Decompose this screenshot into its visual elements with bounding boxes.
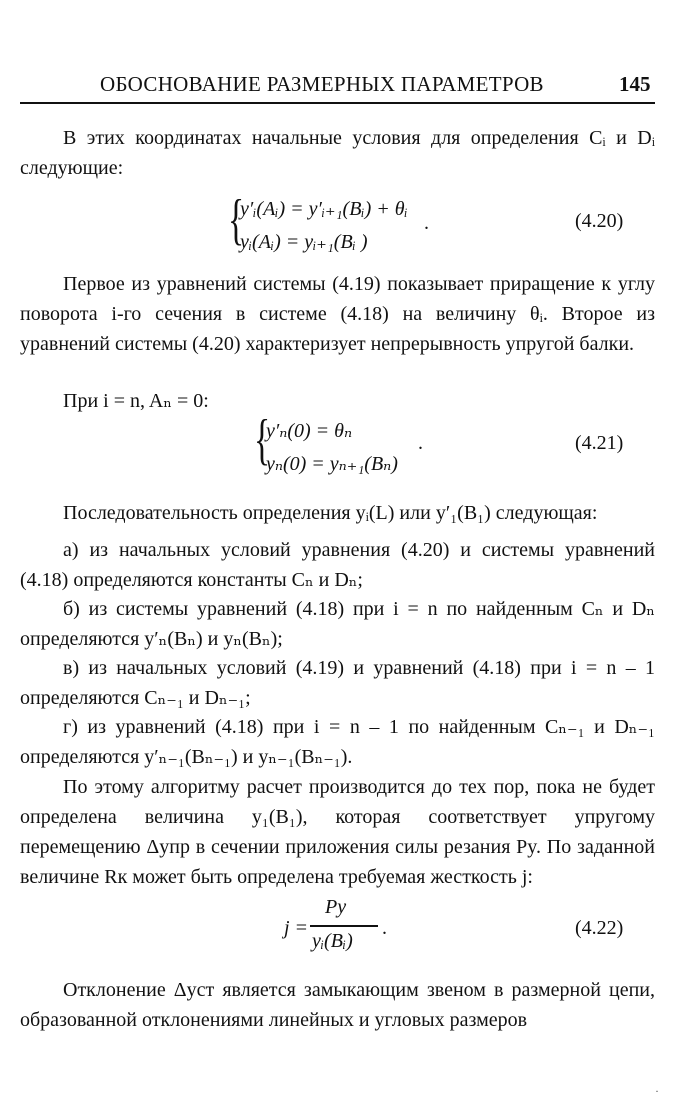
- equation-period: .: [382, 917, 387, 939]
- equation-brace: {: [228, 189, 245, 251]
- scan-speck: ·: [655, 1084, 659, 1098]
- equation-line: yₙ(0) = yₙ₊₁(Bₙ): [266, 453, 398, 475]
- equation-line: yᵢ(Aᵢ) = yᵢ₊₁(Bᵢ ): [240, 231, 368, 253]
- page-number: 145: [619, 72, 651, 96]
- header-rule: [20, 102, 655, 104]
- list-item-a: а) из начальных условий уравнения (4.20) и системы уравнений (4.18) определяются константы Cₙ и Dₙ;: [20, 539, 655, 591]
- paragraph-6: Отклонение Δуст является замыкающим звеном в размерной цепи, образованной отклонениями линейных и угловых размеров: [20, 979, 655, 1031]
- equation-line: y′ᵢ(Aᵢ) = y′ᵢ₊₁(Bᵢ) + θᵢ: [240, 198, 408, 220]
- list-item-b: б) из системы уравнений (4.18) при i = n по найденным Cₙ и Dₙ определяются y′ₙ(Bₙ) и yₙ(Bₙ);: [20, 598, 655, 650]
- equation-number: (4.22): [575, 917, 624, 939]
- list-item-g: г) из уравнений (4.18) при i = n – 1 по найденным Cₙ₋₁ и Dₙ₋₁ определяются y′ₙ₋₁(Bₙ₋₁) и yₙ₋₁(Bₙ₋₁).: [20, 716, 655, 768]
- equation-period: .: [418, 432, 423, 454]
- paragraph-4: Последовательность определения yᵢ(L) или y′₁(B₁) следующая:: [63, 502, 598, 524]
- running-title: ОБОСНОВАНИЕ РАЗМЕРНЫХ ПАРАМЕТРОВ: [100, 72, 544, 96]
- paragraph-1: В этих координатах начальные условия для определения Cᵢ и Dᵢ следующие:: [20, 127, 655, 179]
- paragraph-2: Первое из уравнений системы (4.19) показывает приращение к углу поворота i-го сечения в системе (4.18) на величину θᵢ. Второе из уравнений системы (4.20) характеризует непрерывность упругой балки.: [20, 273, 655, 355]
- fraction-numerator: Py: [325, 896, 347, 918]
- equation-number: (4.21): [575, 432, 624, 454]
- equation-brace: {: [254, 409, 271, 471]
- fraction-denominator: yᵢ(Bᵢ): [312, 930, 353, 952]
- equation-number: (4.20): [575, 210, 624, 232]
- fraction-bar: [310, 925, 378, 927]
- list-item-v: в) из начальных условий (4.19) и уравнений (4.18) при i = n – 1 определяются Cₙ₋₁ и Dₙ₋₁;: [20, 657, 655, 709]
- paragraph-3: При i = n, Aₙ = 0:: [63, 390, 209, 412]
- paragraph-5: По этому алгоритму расчет производится до тех пор, пока не будет определена величина y₁(B₁), которая соответствует упругому перемещению Δупр в сечении приложения силы резания Py. По заданной величине Rк может быть определена требуемая жесткость j:: [20, 776, 655, 888]
- equation-lhs: j =: [284, 917, 309, 939]
- equation-period: .: [424, 212, 429, 234]
- equation-line: y′ₙ(0) = θₙ: [266, 420, 353, 442]
- running-header: [0, 0, 693, 110]
